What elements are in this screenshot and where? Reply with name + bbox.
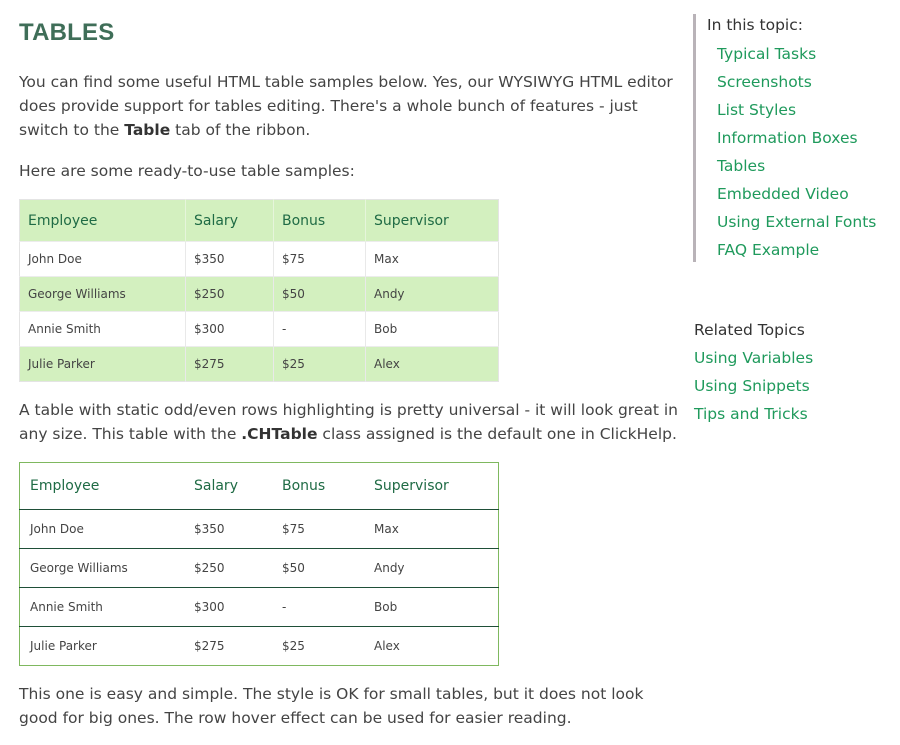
related-title: Related Topics <box>694 321 805 339</box>
table-cell: $75 <box>274 242 366 277</box>
table-cell: $300 <box>186 312 274 347</box>
related-link-snippets[interactable]: Using Snippets <box>694 377 810 395</box>
column-header: Salary <box>186 200 274 242</box>
table-cell: Alex <box>374 639 400 653</box>
toc-link-typical-tasks[interactable]: Typical Tasks <box>717 45 817 63</box>
toc-link-external-fonts[interactable]: Using External Fonts <box>717 213 877 231</box>
related-topics-panel <box>694 318 894 430</box>
column-header: Supervisor <box>364 463 499 510</box>
table-row <box>20 277 499 312</box>
column-header: Employee <box>20 200 186 242</box>
toc-title: In this topic: <box>707 16 803 34</box>
table-cell: Alex <box>374 357 400 371</box>
table-row <box>20 347 499 382</box>
toc-link-faq-example[interactable]: FAQ Example <box>717 241 820 259</box>
toc-link-tables[interactable]: Tables <box>717 157 766 175</box>
related-list <box>694 346 894 430</box>
table-cell: $50 <box>274 277 366 312</box>
table-cell: - <box>272 588 364 627</box>
static-text-2: class assigned is the default one in ClickHelp. <box>317 425 677 443</box>
column-header: Employee <box>20 463 185 510</box>
table-cell: $350 <box>184 510 272 549</box>
table-cell: $50 <box>272 549 364 588</box>
table-cell: $25 <box>274 347 366 382</box>
table-cell: Bob <box>364 588 499 627</box>
table-cell: John Doe <box>20 510 185 549</box>
table-cell: $250 <box>184 549 272 588</box>
intro-text-2: tab of the ribbon. <box>170 121 311 139</box>
intro-bold-table: Table <box>124 121 171 139</box>
static-text-1: A table with static odd/even rows highlighting is pretty universal - it will look great in any size. This table with the <box>19 401 679 443</box>
static-bold-chtable: .CHTable <box>241 425 318 443</box>
table-cell: Bob <box>374 322 398 336</box>
table-cell: $275 <box>194 639 225 653</box>
in-this-topic-panel <box>693 14 896 262</box>
lined-table <box>19 462 499 666</box>
toc-link-information-boxes[interactable]: Information Boxes <box>717 129 858 147</box>
striped-table <box>19 199 499 382</box>
table-row <box>20 510 499 549</box>
table-cell: $300 <box>184 588 272 627</box>
table-cell: $275 <box>186 347 274 382</box>
table-row <box>20 312 499 347</box>
ready-paragraph: Here are some ready-to-use table samples: <box>19 162 355 180</box>
table-cell: $350 <box>186 242 274 277</box>
table-cell: Julie Parker <box>30 639 97 653</box>
table-cell: George Williams <box>20 277 186 312</box>
table-row <box>20 627 499 666</box>
table-cell: $75 <box>272 510 364 549</box>
column-header: Bonus <box>274 200 366 242</box>
table-cell: George Williams <box>20 549 185 588</box>
table-cell: Max <box>364 510 499 549</box>
table-cell: Max <box>374 252 399 266</box>
intro-text-1: You can find some useful HTML table samples below. Yes, our WYSIWYG HTML editor does provide support for tables editing. There's a whole bunch of features - just switch to the <box>19 73 673 139</box>
intro-paragraph <box>19 70 684 142</box>
table-cell: Julie Parker <box>20 347 186 382</box>
table-cell: - <box>274 312 366 347</box>
outro-paragraph: This one is easy and simple. The style is OK for small tables, but it does not look good for big ones. The row hover effect can be used for easier reading. <box>19 685 644 727</box>
page-title: TABLES <box>19 19 115 46</box>
table-cell: Andy <box>374 287 405 301</box>
table-row <box>20 549 499 588</box>
table-cell: Annie Smith <box>20 312 186 347</box>
toc-link-list-styles[interactable]: List Styles <box>717 101 797 119</box>
column-header: Salary <box>184 463 272 510</box>
column-header: Supervisor <box>374 212 449 229</box>
related-link-variables[interactable]: Using Variables <box>694 349 814 367</box>
table-cell: Annie Smith <box>20 588 185 627</box>
table-header-row <box>20 463 499 510</box>
table-row <box>20 588 499 627</box>
table-row <box>20 242 499 277</box>
table-header-row <box>20 200 499 242</box>
toc-link-screenshots[interactable]: Screenshots <box>717 73 812 91</box>
table-cell: $250 <box>186 277 274 312</box>
toc-list <box>717 42 876 266</box>
static-paragraph <box>19 398 684 446</box>
table-cell: Andy <box>364 549 499 588</box>
table-cell: $25 <box>282 639 305 653</box>
column-header: Bonus <box>272 463 364 510</box>
toc-link-embedded-video[interactable]: Embedded Video <box>717 185 849 203</box>
related-link-tips[interactable]: Tips and Tricks <box>694 405 808 423</box>
table-cell: John Doe <box>20 242 186 277</box>
